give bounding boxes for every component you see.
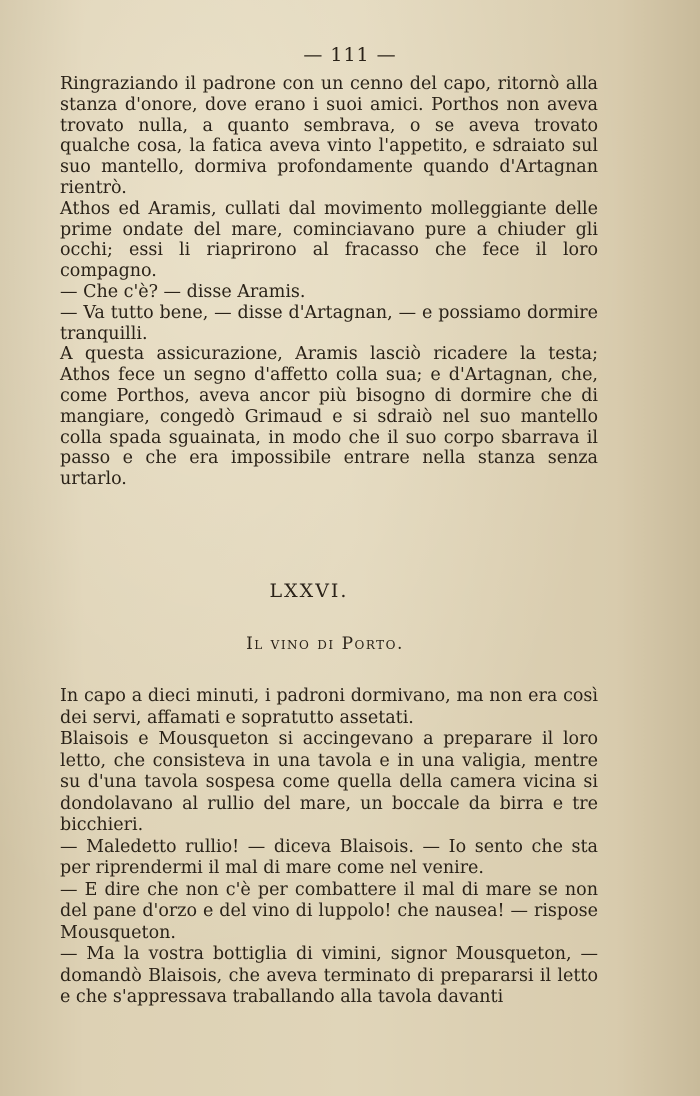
paragraph: Blaisois e Mousqueton si accingevano a preparare il loro letto, che consisteva in una tavola e in una valigia, mentre su d'una tavola sospesa come quella della camera vicina si dondolavano al rullio del mare, un boccale da birra e tre bicchieri. <box>60 729 598 835</box>
chapter-title: Il vino di Porto. <box>246 634 404 654</box>
paragraph: A questa assicurazione, Aramis lasciò ricadere la testa; Athos fece un segno d'affetto colla sua; e d'Artagnan, che, come Porthos, aveva ancor più bisogno di dormire che di mangiare, congedò Grimaud e si sdraiò nel suo mantello colla spada sguainata, in modo che il suo corpo sbarrava il passo e che era impossibile entrare nella stanza senza urtarlo. <box>60 344 598 490</box>
paragraph: — Va tutto bene, — disse d'Artagnan, — e possiamo dormire tranquilli. <box>60 302 598 344</box>
page-number: — 111 — <box>303 44 397 66</box>
paragraph: Ringraziando il padrone con un cenno del capo, ritornò alla stanza d'onore, dove erano i suoi amici. Porthos non aveva trovato nulla, a quanto sembrava, o se aveva trovato qualche cosa, la fatica aveva vinto l'appetito, e sdraiato sul suo mantello, dormiva profondamente quando d'Artagnan rientrò. <box>60 74 598 198</box>
paragraph: In capo a dieci minuti, i padroni dormivano, ma non era così dei servi, affamati e sopratutto assetati. <box>60 686 598 728</box>
paragraph: — Maledetto rullio! — diceva Blaisois. — Io sento che sta per riprendermi il mal di mare come nel venire. <box>60 836 598 878</box>
text-block-top <box>60 74 598 490</box>
paragraph: Athos ed Aramis, cullati dal movimento molleggiante delle prime ondate del mare, cominciavano pure a chiuder gli occhi; essi li riaprirono al fracasso che fece il loro compagno. <box>60 198 598 282</box>
paragraph: — Ma la vostra bottiglia di vimini, signor Mousqueton, — domandò Blaisois, che aveva terminato di prepararsi il letto e che s'appressava traballando alla tavola davanti <box>60 944 598 1007</box>
paragraph: — E dire che non c'è per combattere il mal di mare se non del pane d'orzo e del vino di luppolo! che nausea! — rispose Mousqueton. <box>60 879 598 943</box>
chapter-number: LXXVI. <box>269 580 349 602</box>
paragraph: — Che c'è? — disse Aramis. <box>60 281 306 302</box>
text-block-bottom <box>60 686 598 1009</box>
